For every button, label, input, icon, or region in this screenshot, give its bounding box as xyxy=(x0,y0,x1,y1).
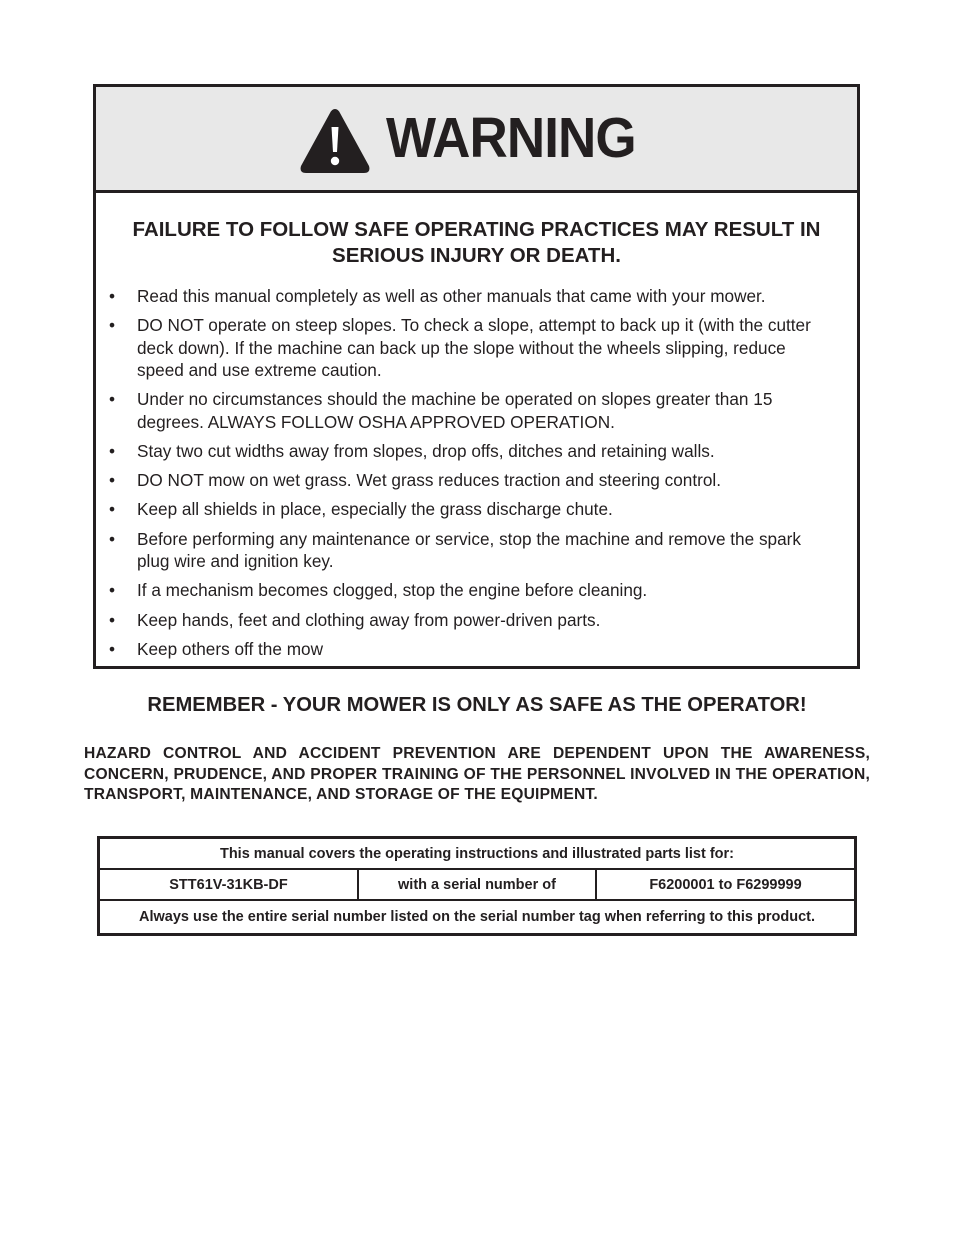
warning-bullet-item xyxy=(96,579,857,602)
bullet-dot: • xyxy=(109,389,116,410)
table-row xyxy=(99,900,856,935)
warning-bullet-text: Keep all shields in place, especially the grass discharge chute. xyxy=(137,499,613,520)
warning-bullet-item xyxy=(96,528,857,573)
table-header-cell: This manual covers the operating instructions and illustrated parts list for: xyxy=(99,838,856,870)
table-row xyxy=(99,869,856,900)
warning-bullet-item xyxy=(96,638,857,661)
warning-bullet-text: DO NOT operate on steep slopes. To check a slope, attempt to back up it (with the cutter deck down). If the machine can back up the slope without the wheels slipping, reduce speed and use extreme caution. xyxy=(137,315,811,381)
warning-bullet-item xyxy=(96,609,857,632)
warning-bullet-list xyxy=(96,285,857,660)
warning-bullet-item xyxy=(96,285,857,308)
warning-bullet-text: Keep others off the mow xyxy=(137,638,323,659)
bullet-dot: • xyxy=(109,638,116,659)
bullet-dot: • xyxy=(109,528,116,549)
warning-bullet-text: Before performing any maintenance or service, stop the machine and remove the spark plug wire and ignition key. xyxy=(137,528,801,572)
hazard-statement: HAZARD CONTROL AND ACCIDENT PREVENTION ARE DEPENDENT UPON THE AWARENESS, CONCERN, PRUDENCE, AND PROPER TRAINING OF THE PERSONNEL INVOLVED IN THE OPERATION, TRANSPORT, MAINTENANCE, AND STORAGE OF THE EQUIPMENT. xyxy=(84,745,870,803)
bullet-dot: • xyxy=(109,286,116,306)
warning-bullet-item xyxy=(96,498,857,521)
table-footer-cell: Always use the entire serial number listed on the serial number tag when referring to this product. xyxy=(99,900,856,935)
bullet-dot: • xyxy=(109,470,116,491)
warning-bullet-item xyxy=(96,314,857,382)
warning-box xyxy=(93,84,860,669)
warning-bullet-item xyxy=(96,388,857,433)
serial-label-cell: with a serial number of xyxy=(358,869,596,900)
warning-headline: FAILURE TO FOLLOW SAFE OPERATING PRACTICES MAY RESULT IN SERIOUS INJURY OR DEATH. xyxy=(132,218,821,267)
warning-bullet-text: Stay two cut widths away from slopes, drop offs, ditches and retaining walls. xyxy=(137,441,715,462)
warning-bullet-text: DO NOT mow on wet grass. Wet grass reduces traction and steering control. xyxy=(137,470,721,491)
warning-title: WARNING xyxy=(386,106,636,170)
warning-bullet-text: Keep hands, feet and clothing away from power-driven parts. xyxy=(137,609,601,630)
bullet-dot: • xyxy=(109,580,116,601)
warning-header xyxy=(96,87,857,193)
bullet-dot: • xyxy=(109,609,116,630)
table-row xyxy=(99,838,856,870)
warning-bullet-item xyxy=(96,469,857,492)
manual-coverage-table xyxy=(97,836,857,936)
warning-bullet-text: Under no circumstances should the machine be operated on slopes greater than 15 degrees. ALWAYS FOLLOW OSHA APPROVED OPERATION. xyxy=(137,389,773,432)
bullet-dot: • xyxy=(109,315,116,336)
model-number-cell: STT61V-31KB-DF xyxy=(99,869,359,900)
bullet-dot: • xyxy=(109,441,116,462)
bullet-dot: • xyxy=(109,499,116,520)
serial-range-cell: F6200001 to F6299999 xyxy=(596,869,856,900)
warning-bullet-text: If a mechanism becomes clogged, stop the engine before cleaning. xyxy=(137,580,648,601)
warning-triangle-icon xyxy=(298,107,372,175)
warning-bullet-text: Read this manual completely as well as other manuals that came with your mower. xyxy=(137,286,766,306)
warning-bullet-item xyxy=(96,440,857,463)
remember-statement: REMEMBER - YOUR MOWER IS ONLY AS SAFE AS THE OPERATOR! xyxy=(147,694,807,716)
